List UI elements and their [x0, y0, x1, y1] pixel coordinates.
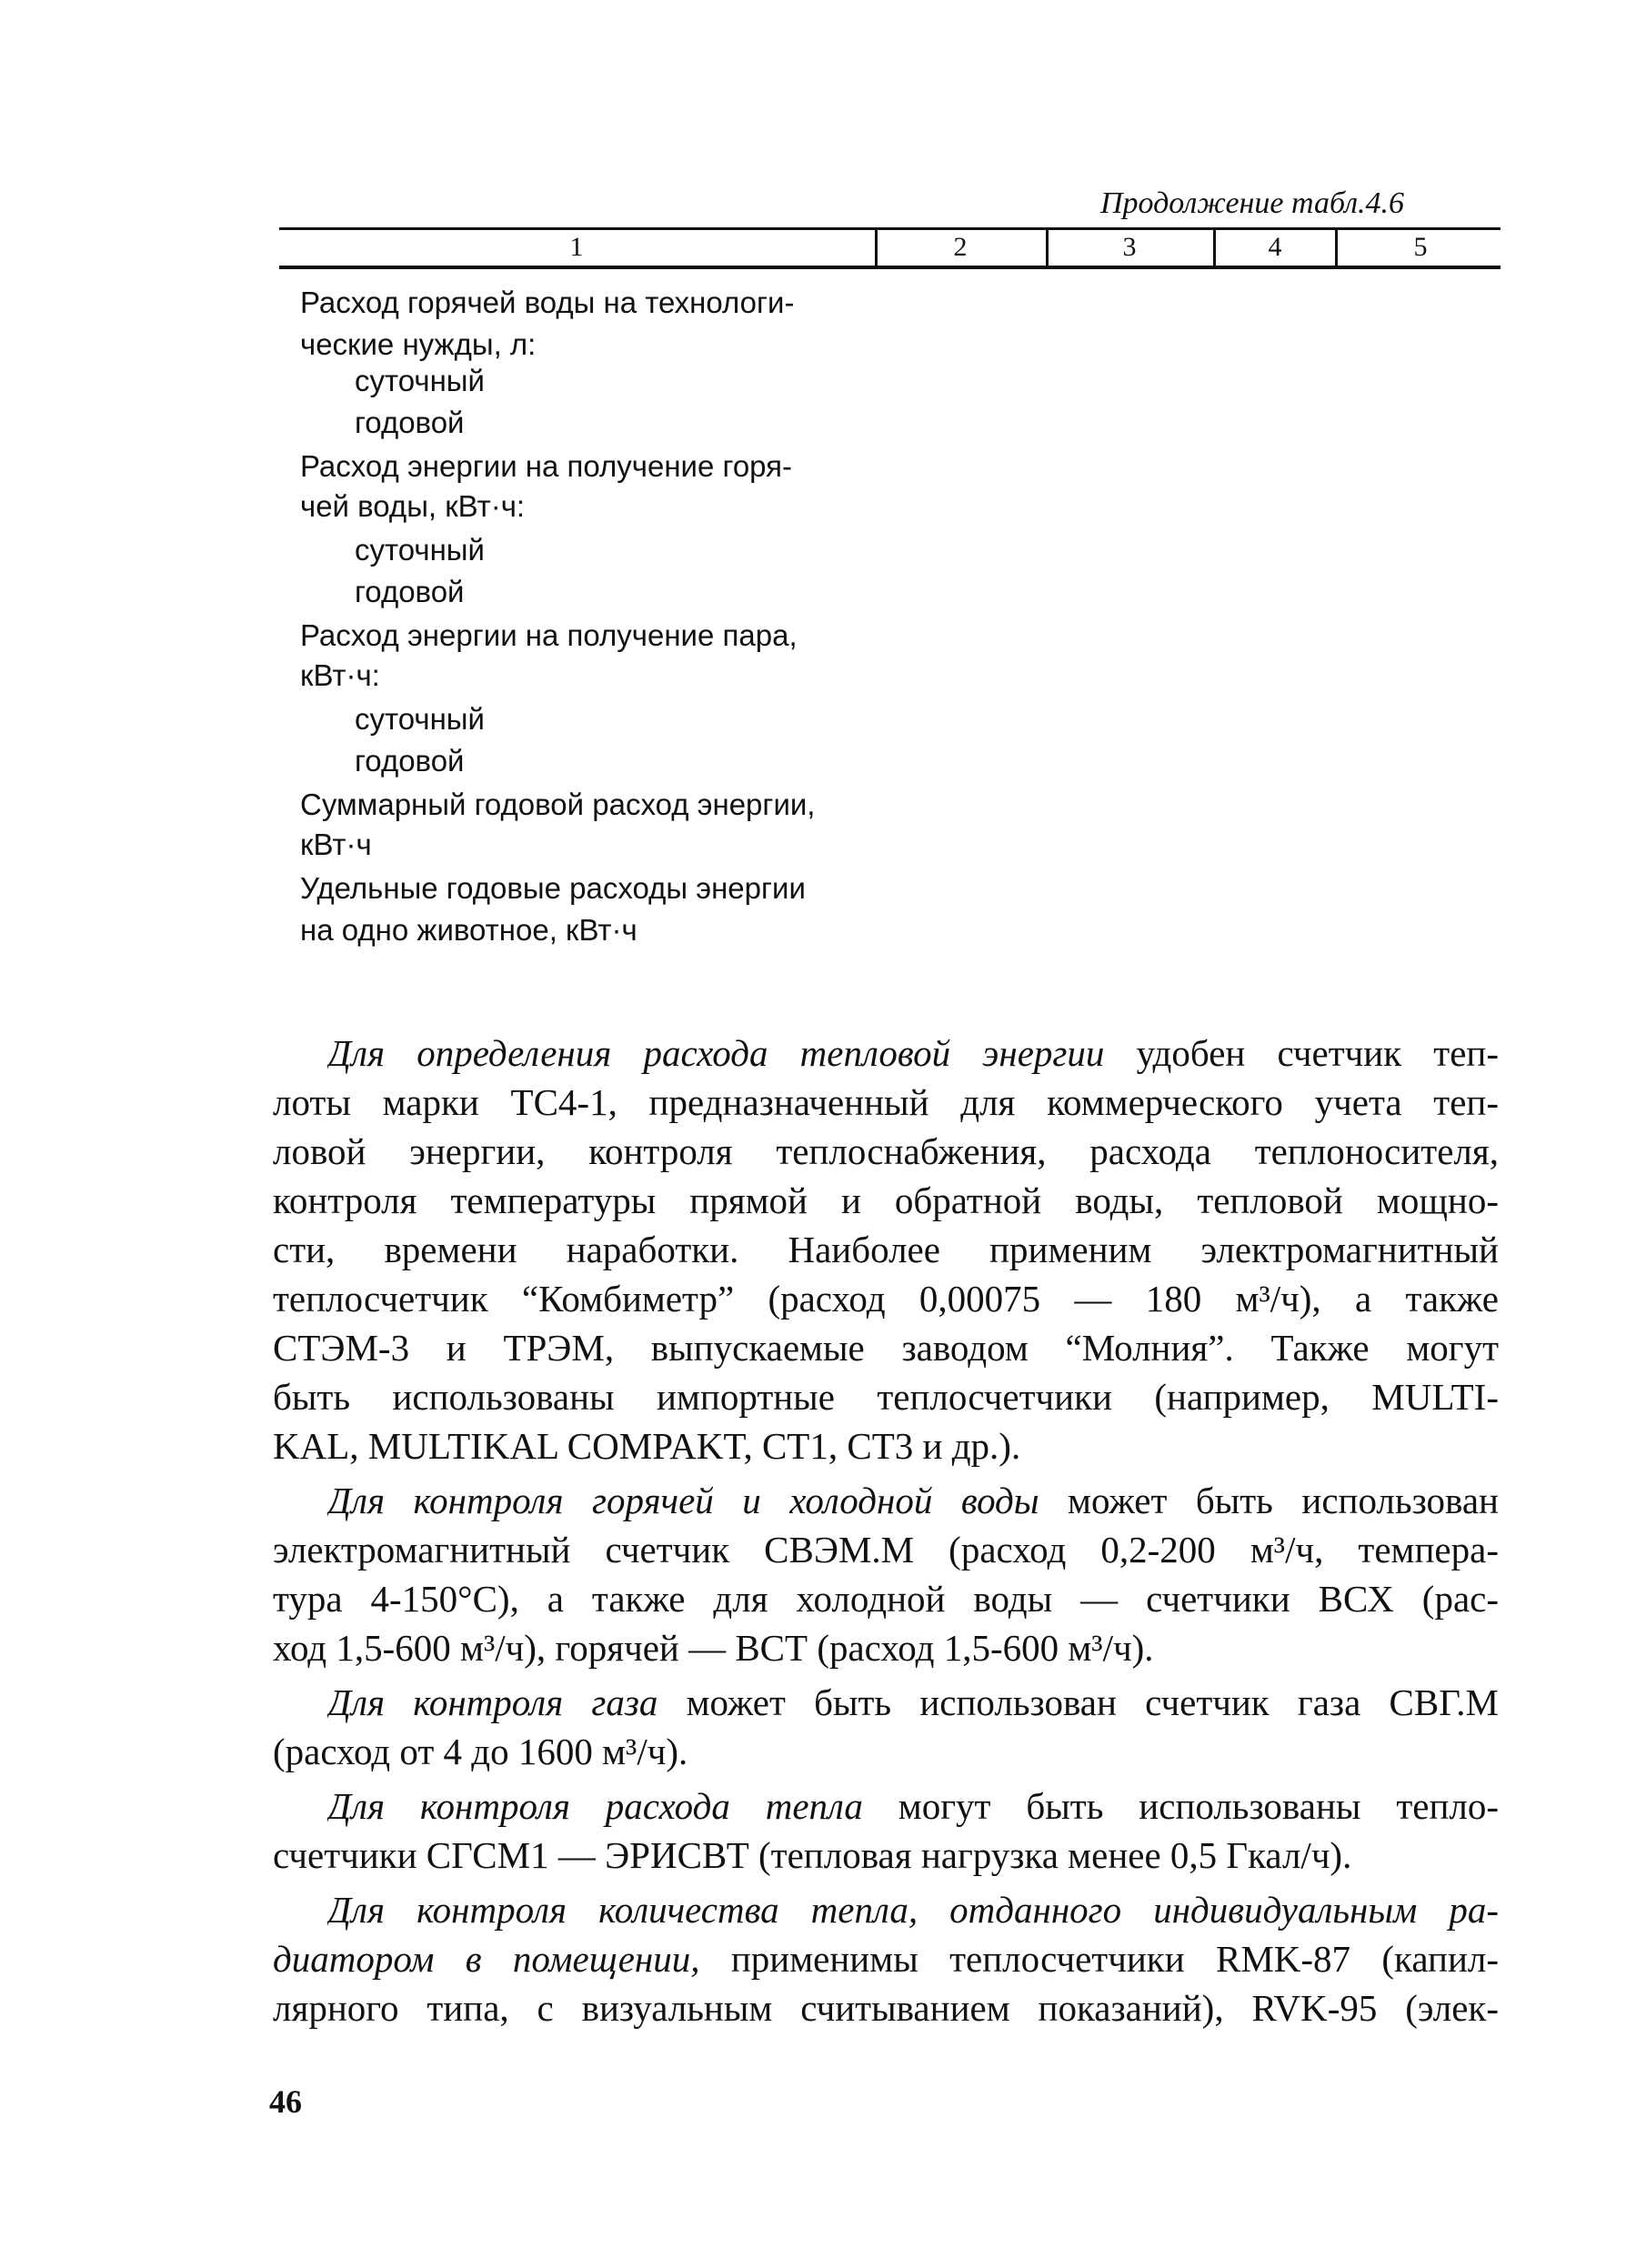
- text-line: ход 1,5-600 м³/ч), горячей — ВСТ (расход 1,5-600 м³/ч).: [273, 1627, 1154, 1669]
- text-line: (расход от 4 до 1600 м³/ч).: [273, 1731, 688, 1772]
- table-caption: Продолжение табл.4.6: [1100, 186, 1405, 220]
- table-row: Суммарный годовой расход энергии,: [300, 788, 816, 821]
- text-line: лярного типа, с визуальным считыванием показаний), RVK-95 (элек-: [273, 1987, 1499, 2029]
- table-row: на одно животное, кВт·ч: [300, 913, 637, 947]
- table-row: годовой: [355, 406, 465, 439]
- table-row: кВт·ч:: [300, 658, 380, 692]
- table-row: годовой: [355, 575, 465, 608]
- column-number: 5: [1413, 232, 1428, 262]
- column-number: 4: [1268, 232, 1282, 262]
- table-row: ческие нужды, л:: [300, 327, 537, 361]
- text-line: СТЭМ-3 и ТРЭМ, выпускаемые заводом “Молния”. Также могут: [273, 1327, 1499, 1369]
- table-row: суточный: [355, 702, 485, 736]
- table-row: годовой: [355, 744, 465, 778]
- column-separator: [875, 229, 878, 266]
- text-line: Для контроля расхода тепла могут быть использованы тепло-: [327, 1785, 1499, 1827]
- column-separator: [1213, 229, 1216, 266]
- text-line: Для контроля количества тепла, отданного индивидуальным ра-: [327, 1889, 1499, 1931]
- text-line: ловой энергии, контроля теплоснабжения, расхода теплоносителя,: [273, 1130, 1499, 1172]
- text-line: Для контроля газа может быть использован счетчик газа СВГ.М: [327, 1681, 1499, 1723]
- table-row: чей воды, кВт·ч:: [300, 489, 526, 523]
- text-line: электромагнитный счетчик СВЭМ.М (расход 0,2-200 м³/ч, темпера-: [273, 1529, 1499, 1571]
- column-separator: [1046, 229, 1049, 266]
- text-line: Для контроля горячей и холодной воды может быть использован: [327, 1480, 1499, 1521]
- table-row: кВт·ч: [300, 828, 372, 861]
- column-number: 1: [569, 232, 584, 262]
- text-line: теплосчетчик “Комбиметр” (расход 0,00075 — 180 м³/ч), а также: [273, 1278, 1499, 1320]
- column-number: 3: [1122, 232, 1137, 262]
- text-line: Для определения расхода тепловой энергии удобен счетчик теп-: [327, 1032, 1499, 1074]
- table-row: Удельные годовые расходы энергии: [300, 871, 806, 905]
- page-number: 46: [269, 2083, 302, 2120]
- column-separator: [1335, 229, 1338, 266]
- header-top-rule: [279, 227, 1501, 230]
- text-line: KAL, MULTIKAL COMPAKT, CT1, CT3 и др.).: [273, 1425, 1021, 1467]
- table-row: суточный: [355, 364, 485, 397]
- text-line: лоты марки ТС4-1, предназначенный для коммерческого учета теп-: [273, 1081, 1499, 1123]
- text-line: контроля температуры прямой и обратной воды, тепловой мощно-: [273, 1179, 1499, 1221]
- text-line: счетчики СГСМ1 — ЭРИСВТ (тепловая нагрузка менее 0,5 Гкал/ч).: [273, 1834, 1352, 1876]
- column-number: 2: [953, 232, 968, 262]
- table-row: суточный: [355, 533, 485, 567]
- table-row: Расход энергии на получение пара,: [300, 618, 798, 652]
- header-bottom-rule: [279, 266, 1501, 269]
- table-row: Расход горячей воды на технологи-: [300, 286, 795, 319]
- text-line: тура 4-150°С), а также для холодной воды — счетчики ВСХ (рас-: [273, 1578, 1499, 1620]
- text-line: диатором в помещении, применимы теплосчетчики RMK-87 (капил-: [273, 1938, 1499, 1980]
- text-line: сти, времени наработки. Наиболее применим электромагнитный: [273, 1229, 1499, 1270]
- table-row: Расход энергии на получение горя-: [300, 449, 793, 483]
- text-line: быть использованы импортные теплосчетчики (например, MULTI-: [273, 1376, 1499, 1418]
